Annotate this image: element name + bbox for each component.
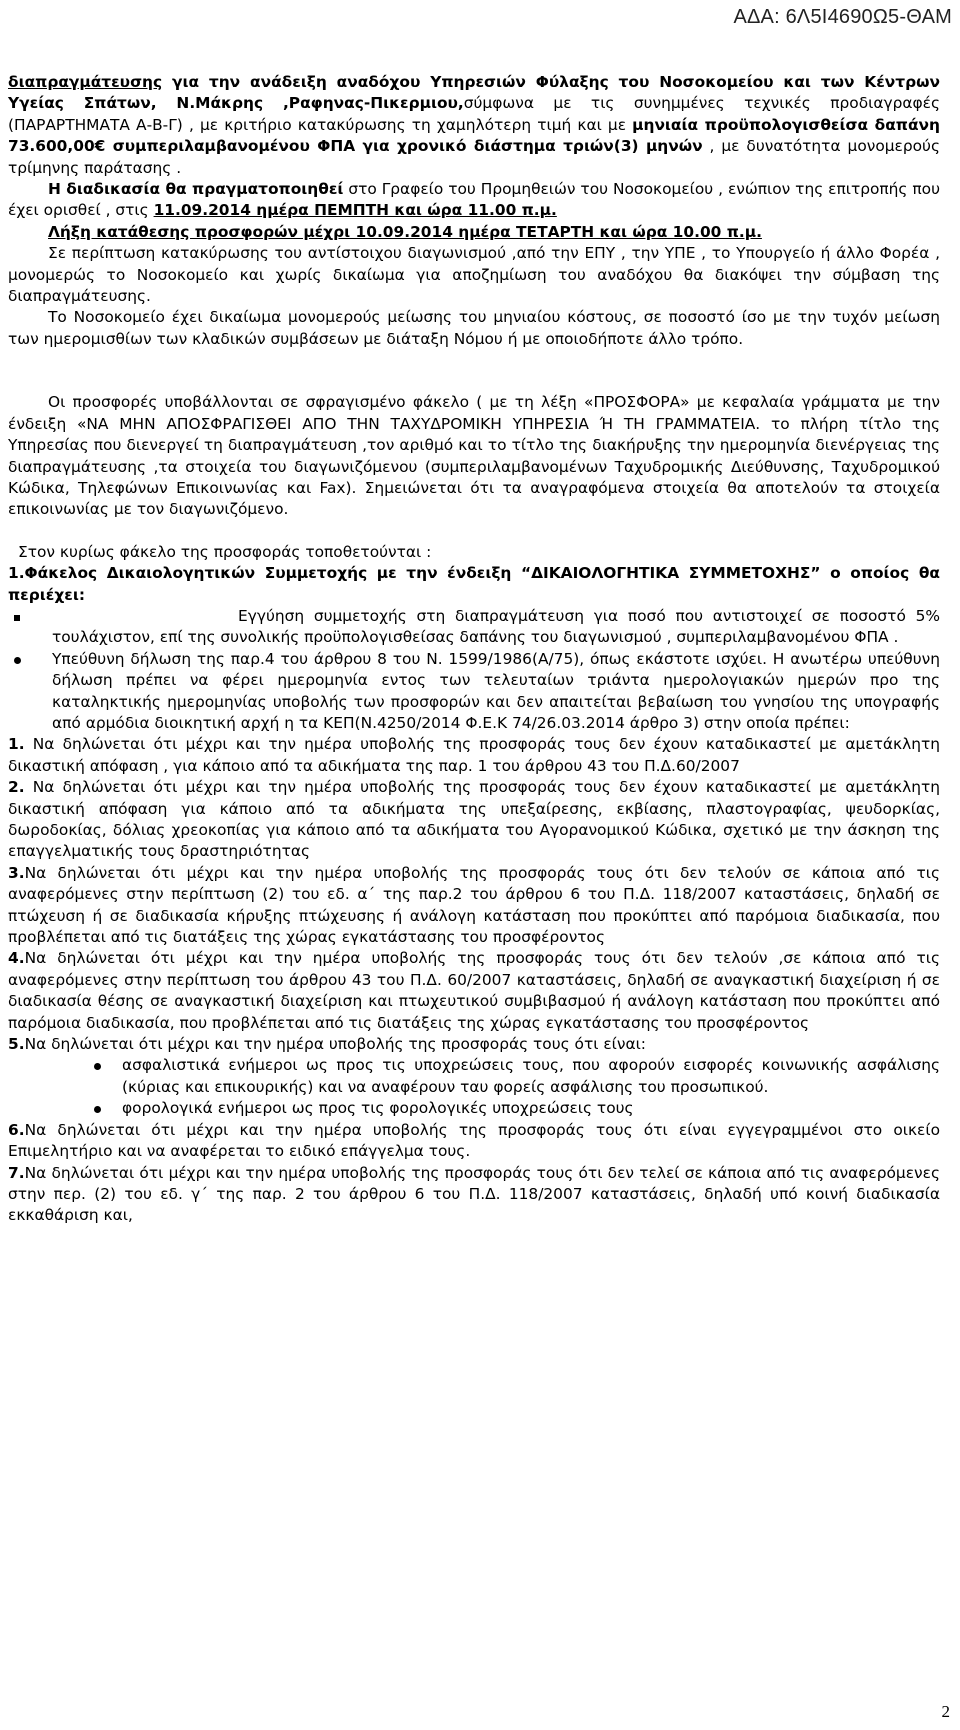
text-participation-folder-title: 1.Φάκελος Δικαιολογητικών Συμμετοχής με την ένδειξη “ΔΙΚΑΙΟΛΟΓΗΤΙΚΑ ΣΥΜΜΕΤΟΧΗΣ” ο bbox=[8, 564, 841, 583]
paragraph-participation-folder bbox=[8, 563, 940, 606]
text-procedure-date: 11.09.2014 ημέρα ΠΕΜΠΤΗ και ώρα 11.00 π.μ. bbox=[153, 201, 557, 220]
item-text: Να δηλώνεται ότι μέχρι και την ημέρα υποβολής της προσφοράς τους ότι είναι εγγεγραμμένοι στο οικείο Επιμελητήριο και να αναφέρεται το ειδικό επάγγελμα τους. bbox=[8, 1120, 940, 1161]
square-bullet-icon bbox=[14, 615, 20, 621]
round-bullet-icon bbox=[94, 1063, 101, 1070]
item-number: 7. bbox=[8, 1163, 25, 1182]
item-text: Να δηλώνεται ότι μέχρι και την ημέρα υποβολής της προσφοράς τους ότι δεν τελεί σε κάποια από τις αναφερόμενες στην περ. (2) του εδ. γ΄ της παρ. 2 του άρθρου 6 του Π.Δ. 118/2007 καταστάσεις, δηλαδή υπό κοινή διαδικασία εκκαθάριση και, bbox=[8, 1163, 940, 1225]
paragraph-sealed-envelope: Οι προσφορές υποβάλλονται σε σφραγισμένο φάκελο ( με τη λέξη «ΠΡΟΣΦΟΡΑ» με κεφαλαία γράμματα με την ένδειξη «ΝΑ ΜΗΝ ΑΠΟΣΦΡΑΓΙΣΘΕΙ ΑΠΟ ΤΗΝ ΤΑΧΥΔΡΟΜΙΚΗ ΥΠΗΡΕΣΙΑ Ή ΤΗ ΓΡΑΜΜΑΤΕΙΑ. το πλήρη τίτλο της Υπηρεσίας που διενεργεί τη διαπραγμάτευση ,τον αριθμό και το τίτλο της διακήρυξης την ημερομηνία διενέργειας της διαπραγμάτευσης ,τα στοιχεία του διαγωνιζόμενου (συμπεριλαμβανομένων Ταχυδρομικής Διεύθυνσης, Ταχυδρομικού Κώδικα, Τηλεφώνων Επικοινωνίας και Fax). Σημειώνεται ότι τα αναγραφόμενα στοιχεία θα αποτελούν τα στοιχεία επικοινωνίας με τον διαγωνιζόμενο. bbox=[8, 393, 940, 519]
round-bullet-icon bbox=[94, 1106, 101, 1113]
sub-item-text: φορολογικά ενήμεροι ως προς τις φορολογικές υποχρεώσεις τους bbox=[122, 1099, 634, 1118]
round-bullet-icon bbox=[14, 657, 21, 664]
paragraph-procurement-intro bbox=[8, 72, 940, 179]
numbered-item bbox=[8, 1034, 940, 1055]
text-negotiation-underlined: διαπραγμάτευσης bbox=[8, 73, 163, 91]
item-text: Να δηλώνεται ότι μέχρι και την ημέρα υποβολής της προσφοράς τους ότι είναι: bbox=[24, 1035, 646, 1054]
item-number: 6. bbox=[8, 1120, 25, 1139]
item-number: 1. bbox=[8, 735, 25, 754]
text-contains: οποίος θα περιέχει: bbox=[8, 564, 940, 604]
item-text: Να δηλώνεται ότι μέχρι και την ημέρα υποβολής της προσφοράς τους ότι δεν τελούν σε κάποια από τις αναφερόμενες στην περίπτωση (2) του εδ. α΄ της παρ.2 του άρθρου 6 του Π.Δ. 118/2007 καταστάσεις, δηλαδή σε πτώχευση ή σε διαδικασία κήρυξης πτώχευσης ή ανάλογη κατάσταση που προκύπτει από παρόμοια διαδικασία, που προβλέπεται από τις διατάξεις της χώρας εγκατάστασης του προσφέροντος bbox=[8, 863, 940, 947]
numbered-declarations bbox=[8, 734, 940, 1055]
numbered-item bbox=[8, 1163, 940, 1227]
numbered-item bbox=[8, 948, 940, 1034]
sub-list-item bbox=[88, 1098, 940, 1119]
text-location: στο Γραφείο του Προμηθειών του Νοσοκομείου , ενώπιον της επιτροπής που έχει ορισθεί , στις bbox=[8, 180, 940, 220]
item-number: 3. bbox=[8, 863, 25, 882]
item-number: 4. bbox=[8, 949, 25, 968]
text-service-title: για την ανάδειξη αναδόχου Υπηρεσιών Φύλαξης του Νοσοκομείου και των Κέντρων Υγείας Σπάτων, Ν.Μάκρης ,Ραφηνας-Πικερμιου, bbox=[8, 73, 940, 113]
sub-list-item bbox=[88, 1055, 940, 1098]
numbered-declarations-continued bbox=[8, 1120, 940, 1227]
page-number: 2 bbox=[941, 1702, 950, 1721]
item-text: Να δηλώνεται ότι μέχρι και την ημέρα υποβολής της προσφοράς τους δεν έχουν καταδικαστεί με αμετάκλητη δικαστική απόφαση , για κάποιο από τα αδικήματα της παρ. 1 του άρθρου 43 του Π.Δ.60/2007 bbox=[8, 735, 940, 775]
paragraph-procedure-location bbox=[8, 179, 940, 222]
paragraph-cost-reduction: Το Νοσοκομείο έχει δικαίωμα μονομερούς μείωσης του μηνιαίου κόστους, σε ποσοστό ίσο με την τυχόν μείωση των ημερομισθίων των κλαδικών συμβάσεων με διάταξη Νόμου ή με οποιοδήποτε άλλο τρόπο. bbox=[8, 308, 940, 348]
numbered-item bbox=[8, 1120, 940, 1163]
list-item-guarantee bbox=[8, 606, 940, 649]
paragraph-deadline bbox=[8, 222, 940, 243]
document-body bbox=[8, 72, 940, 1227]
numbered-item bbox=[8, 863, 940, 949]
text-guarantee: Εγγύηση συμμετοχής στη διαπραγμάτευση για ποσό που αντιστοιχεί σε ποσοστό 5% τουλάχιστον, επί της συνολικής προϋπολογισθείσας δαπάνης του διαγωνισμού , συμπεριλαμβανομένου ΦΠΑ . bbox=[52, 606, 940, 647]
numbered-item bbox=[8, 777, 940, 863]
item-text: Να δηλώνεται ότι μέχρι και την ημέρα υποβολής της προσφοράς τους ότι δεν τελούν ,σε κάποια από τις αναφερόμενες στην περίπτωση του άρθρου 43 του Π.Δ. 60/2007 καταστάσεις, δηλαδή σε αναγκαστική διαχείριση ή σε διαδικασία θέσης σε αναγκαστική διαχείριση και πτωχευτικού συμβιβασμού ή ανάλογη κατάσταση που προκύπτει από παρόμοια διαδικασία, που προβλέπεται από τις διατάξεις της χώρας εγκατάστασης του προσφέροντος bbox=[8, 949, 940, 1032]
numbered-item bbox=[8, 734, 940, 777]
paragraph-termination: Σε περίπτωση κατακύρωσης του αντίστοιχου διαγωνισμού ,από την ΕΠΥ , την ΥΠΕ , το Υπουργείο ή άλλο Φορέα , μονομερώς το Νοσοκομείο και χωρίς δικαίωμα για αποζημίωση του αναδόχου θα διακόψει την σύμβαση της διαπραγμάτευσης. bbox=[8, 244, 940, 306]
text-submission-deadline: Λήξη κατάθεσης προσφορών μέχρι 10.09.2014 ημέρα ΤΕΤΑΡΤΗ και ώρα 10.00 π.μ. bbox=[48, 222, 762, 241]
item-text: Να δηλώνεται ότι μέχρι και την ημέρα υποβολής της προσφοράς τους δεν έχουν καταδικαστεί με αμετάκλητη δικαστική απόφαση για κάποιο από τα αδικήματα της υπεξαίρεσης, εκβίασης, πλαστογραφίας, ψευδορκίας, δωροδοκίας, δόλιας χρεοκοπίας για κάποιο από τα αδικήματα του Αγορανομικού Κώδικα, σχετικό με την άσκηση της επαγγελματικής τους δραστηριότητας bbox=[8, 778, 940, 861]
text-main-envelope: Στον κυρίως φάκελο της προσφοράς τοποθετούνται : bbox=[18, 542, 432, 561]
declaration-5-sublist bbox=[8, 1055, 940, 1119]
list-item-declaration bbox=[8, 649, 940, 735]
text-declaration: Υπεύθυνη δήλωση της παρ.4 του άρθρου 8 του Ν. 1599/1986(Α/75), όπως εκάστοτε ισχύει. Η ανωτέρω υπεύθυνη δήλωση πρέπει να φέρει ημερομηνία εντος των τελευταίων τριάντα ημερολογιακών ημερών προ της καταληκτικής ημερομηνίας υποβολής των προσφορών και δεν απαιτείται βεβαίωση του γνησίου της υπογραφής από αρμόδια διοικητική αρχή η τα ΚΕΠ(Ν.4250/2014 Φ.Ε.Κ 74/26.03.2014 άρθρο 3) στην οποία πρέπει: bbox=[52, 649, 940, 732]
paragraph-main-envelope bbox=[8, 542, 940, 563]
text-monthly-budget: μηνιαία προϋπολογισθείσα δαπάνη 73.600,00€ συμπεριλαμβανομένου ΦΠΑ για χρονικό διάστημα τριών(3) μηνών bbox=[8, 115, 940, 156]
text-specifications: σύμφωνα με τις συνημμένες τεχνικές προδιαγραφές (ΠΑΡΑΡΤΗΜΑΤΑ Α-Β-Γ) , με κριτήριο κατακύρωσης τη χαμηλότερη τιμή και με bbox=[8, 94, 940, 134]
text-procedure-held: Η διαδικασία θα πραγματοποιηθεί bbox=[48, 180, 344, 199]
text-extension: , με δυνατότητα μονομερούς τρίμηνης παράτασης . bbox=[8, 137, 940, 177]
ada-code: ΑΔΑ: 6Λ5Ι4690Ω5-ΘΑΜ bbox=[733, 6, 952, 28]
item-number: 2. bbox=[8, 778, 25, 797]
item-number: 5. bbox=[8, 1035, 25, 1054]
sub-item-text: ασφαλιστικά ενήμεροι ως προς τις υποχρεώσεις τους, που αφορούν εισφορές κοινωνικής ασφάλισης (κύριας και επικουρικής) και να αναφέρουν ταυ φορείς ασφάλισης του προσωπικού. bbox=[122, 1056, 940, 1096]
